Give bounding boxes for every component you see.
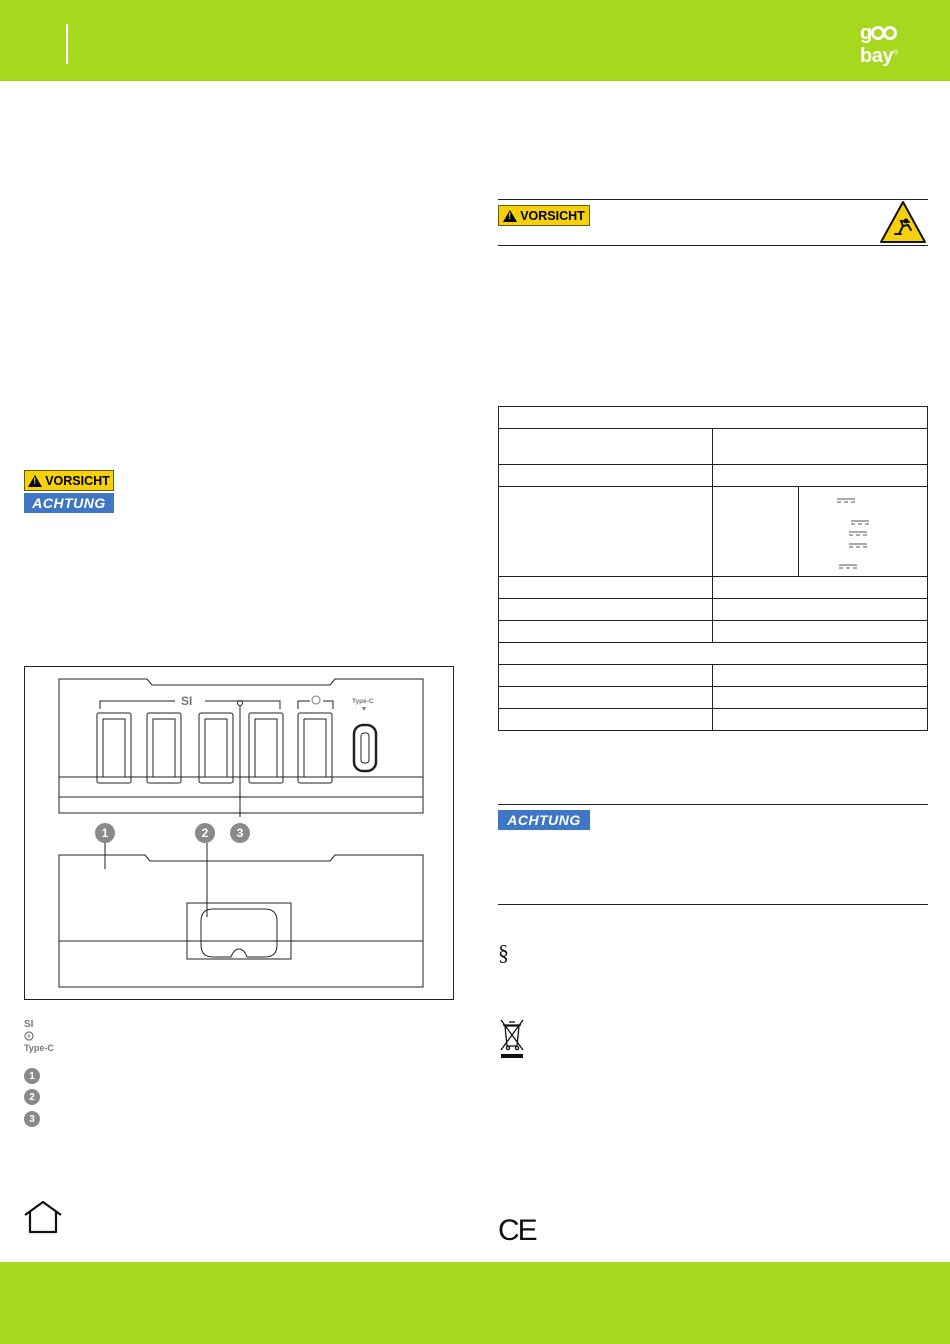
achtung-badge bbox=[24, 493, 114, 513]
dc-output-cell bbox=[799, 487, 928, 577]
vorsicht-badge-right bbox=[498, 205, 590, 226]
warning-triangle-icon bbox=[503, 210, 517, 222]
goobay-logo: gbay® bbox=[860, 22, 898, 67]
hot-surface-warning-icon bbox=[879, 200, 927, 244]
header-divider bbox=[66, 24, 68, 64]
legend-si: SI bbox=[24, 1019, 34, 1030]
legend-type-c: Type-C bbox=[24, 1043, 54, 1053]
product-figure bbox=[24, 666, 454, 1000]
callout-1: 1 bbox=[95, 823, 115, 843]
footer-bar bbox=[0, 1262, 950, 1344]
legend-callout-3: 3 bbox=[24, 1111, 40, 1127]
callout-3: 3 bbox=[230, 823, 250, 843]
type-c-label: Type-C bbox=[352, 698, 374, 705]
paragraph-symbol: § bbox=[498, 940, 509, 965]
spec-table bbox=[498, 406, 928, 731]
type-c-arrow-icon bbox=[362, 707, 366, 711]
legend-lightning-icon bbox=[24, 1031, 34, 1041]
achtung-label-right: ACHTUNG bbox=[507, 812, 581, 828]
spec-header-row bbox=[499, 407, 928, 429]
achtung-label: ACHTUNG bbox=[32, 495, 106, 511]
divider-3 bbox=[498, 804, 928, 805]
vorsicht-label: VORSICHT bbox=[45, 473, 110, 488]
dc-symbols bbox=[799, 487, 919, 575]
callout-2: 2 bbox=[195, 823, 215, 843]
lightning-icon bbox=[312, 696, 320, 704]
crossed-bin-icon bbox=[498, 1016, 526, 1060]
divider-2 bbox=[498, 245, 928, 246]
legend-callout-2: 2 bbox=[24, 1089, 40, 1105]
si-label: SI bbox=[181, 694, 193, 708]
spec-subheader-row bbox=[499, 643, 928, 665]
header-bar bbox=[0, 0, 950, 81]
vorsicht-badge bbox=[24, 470, 114, 491]
divider-top bbox=[498, 199, 928, 200]
vorsicht-label-right: VORSICHT bbox=[520, 208, 585, 223]
house-icon bbox=[22, 1200, 64, 1234]
achtung-badge-right bbox=[498, 810, 590, 830]
warning-triangle-icon bbox=[28, 475, 42, 487]
ce-mark: CE bbox=[498, 1214, 536, 1247]
divider-4 bbox=[498, 904, 928, 905]
legend-callout-1: 1 bbox=[24, 1068, 40, 1084]
